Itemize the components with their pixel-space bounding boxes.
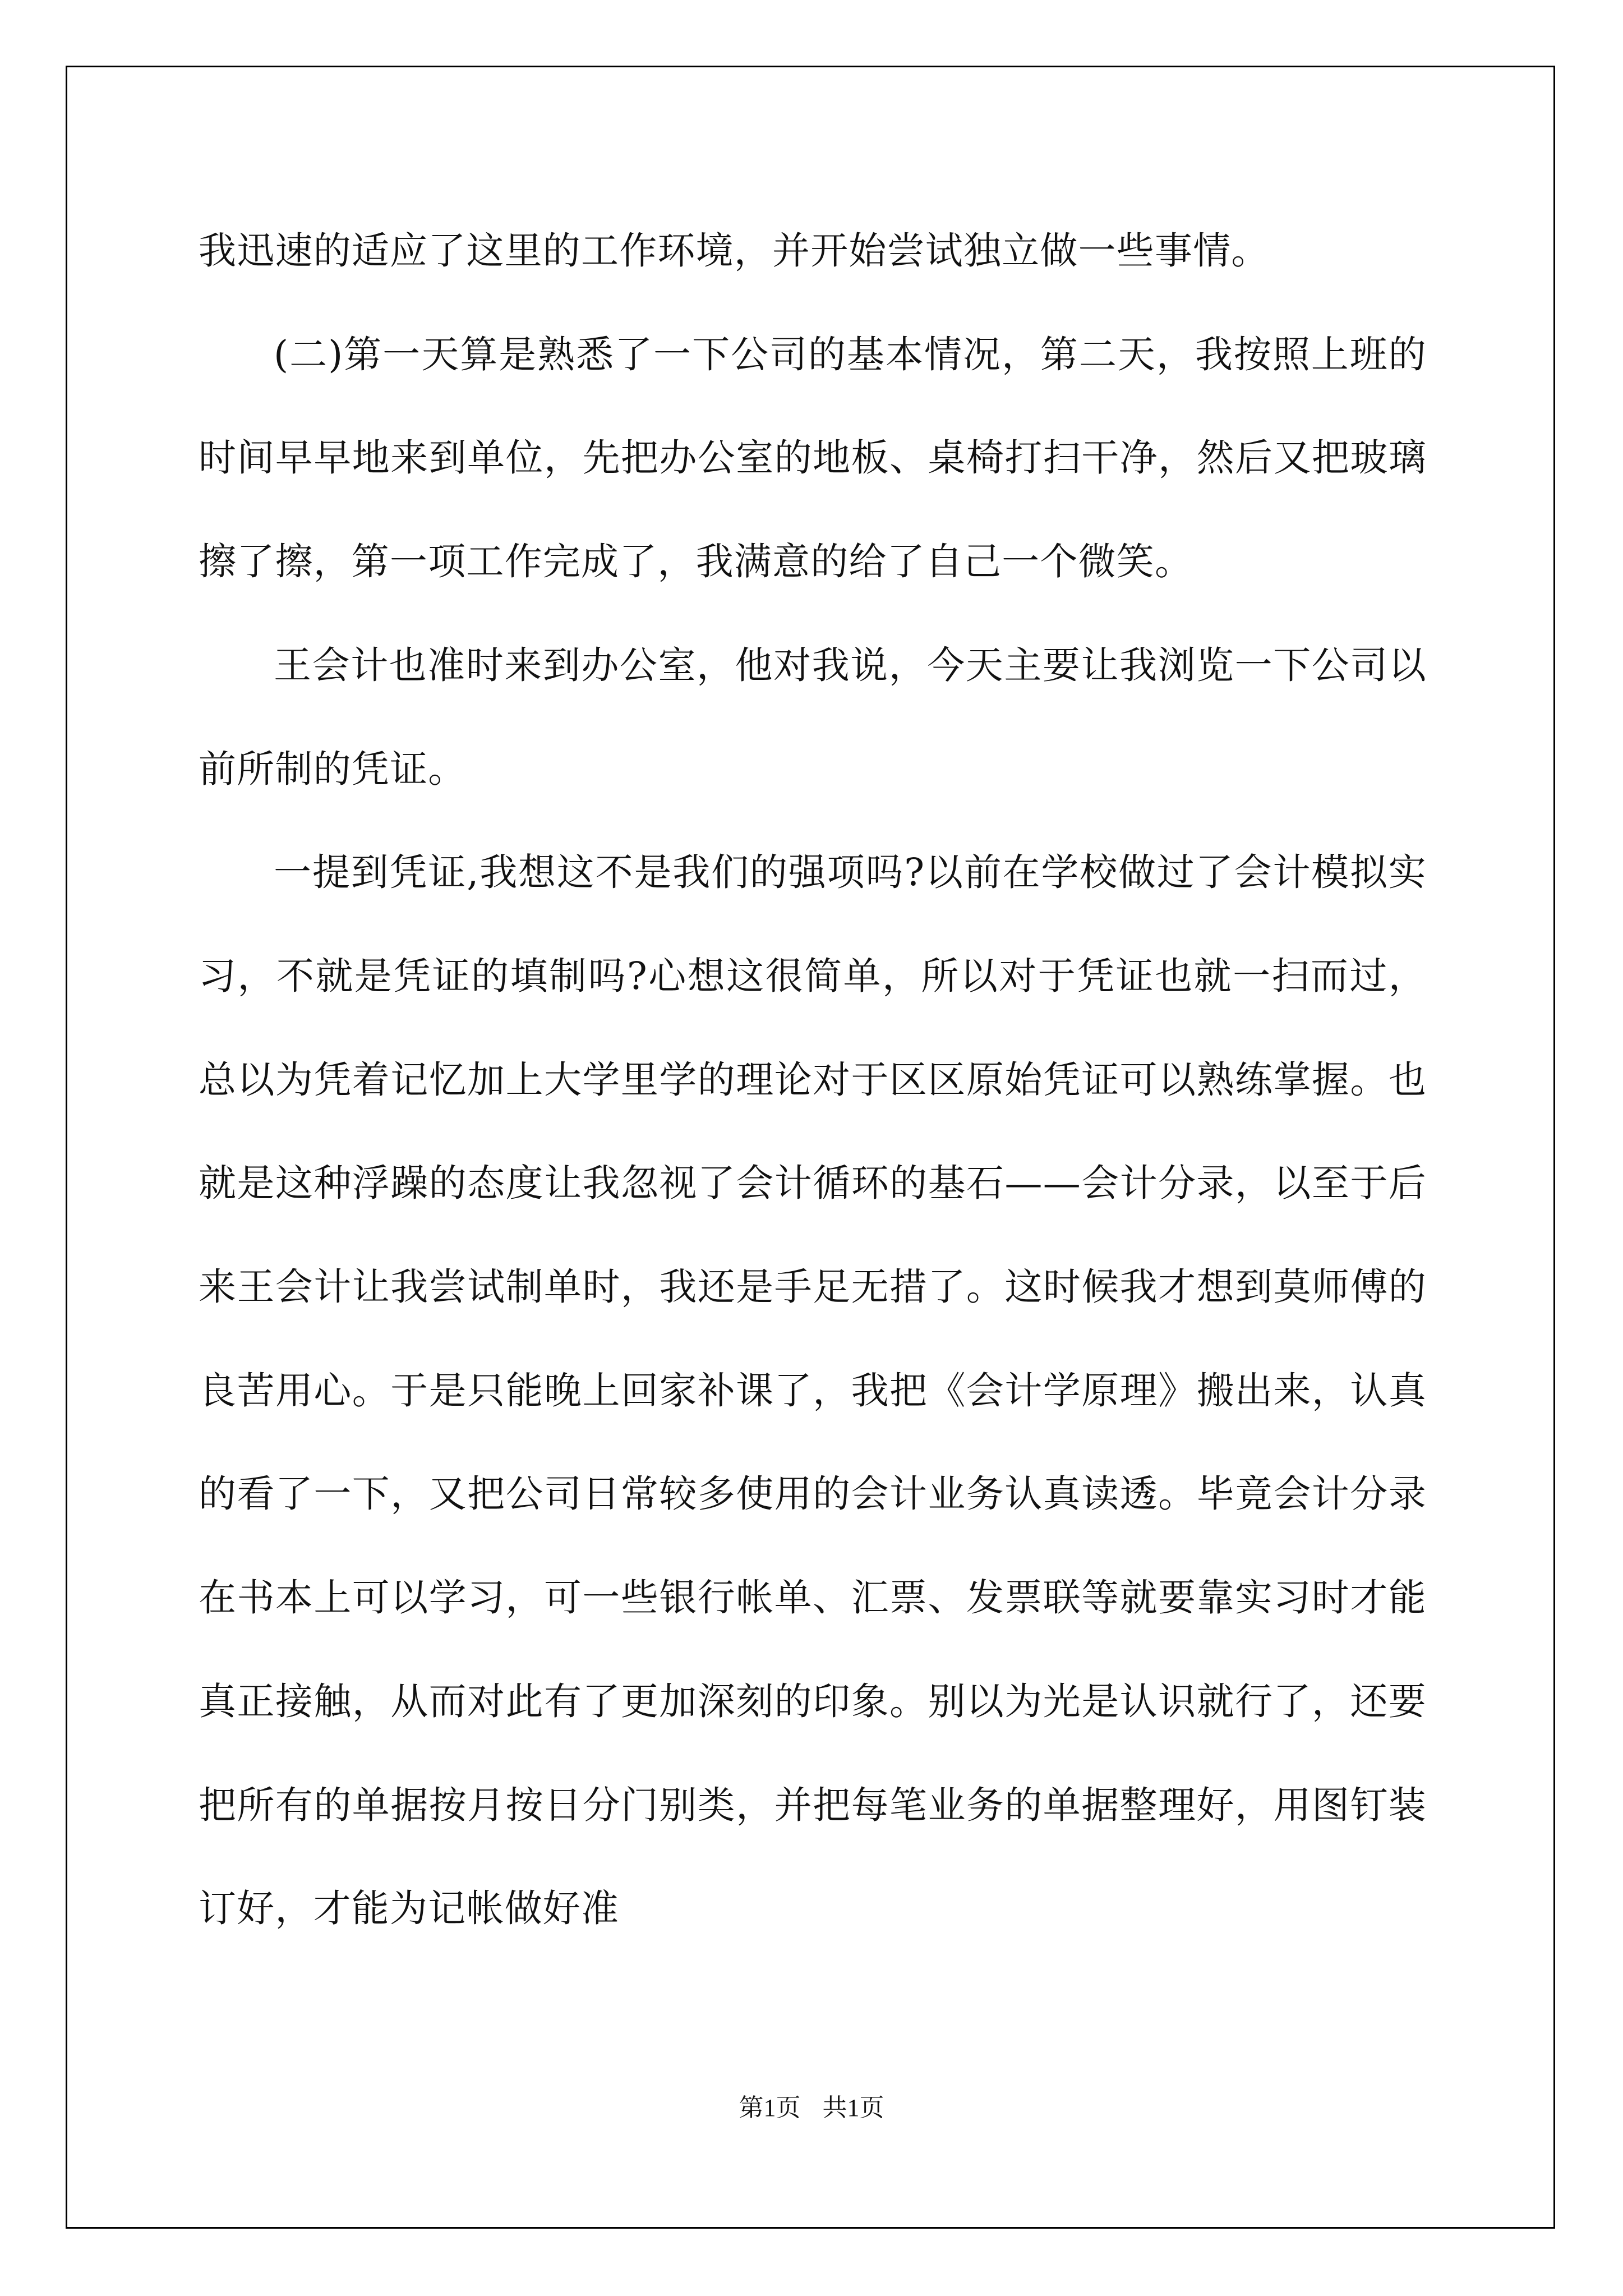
- page-total: 共1页: [822, 2094, 884, 2122]
- paragraph: (二)第一天算是熟悉了一下公司的基本情况，第二天，我按照上班的时间早早地来到单位，先把办公室的地板、桌椅打扫干净，然后又把玻璃擦了擦，第一项工作完成了，我满意的给了自己一个微笑。: [199, 332, 1427, 584]
- paragraph: 我迅速的适应了这里的工作环境，并开始尝试独立做一些事情。: [199, 229, 1270, 273]
- document-body: [199, 199, 1427, 1961]
- paragraph: 王会计也准时来到办公室，他对我说，今天主要让我浏览一下公司以前所制的凭证。: [199, 643, 1427, 791]
- page-footer: [0, 2091, 1623, 2125]
- page-number: 第1页: [739, 2094, 801, 2122]
- paragraph: 一提到凭证,我想这不是我们的强项吗?以前在学校做过了会计模拟实习，不就是凭证的填制吗?心想这很简单，所以对于凭证也就一扫而过，总以为凭着记忆加上大学里学的理论对于区区原始凭证可以熟练掌握。也就是这种浮躁的态度让我忽视了会计循环的基石——会计分录，以至于后来王会计让我尝试制单时，我还是手足无措了。这时候我才想到莫师傅的良苦用心。于是只能晚上回家补课了，我把《会计学原理》搬出来，认真的看了一下，又把公司日常较多使用的会计业务认真读透。毕竟会计分录在书本上可以学习，可一些银行帐单、汇票、发票联等就要靠实习时才能真正接触，从而对此有了更加深刻的印象。别以为光是认识就行了，还要把所有的单据按月按日分门别类，并把每笔业务的单据整理好，用图钉装订好，才能为记帐做好准: [199, 850, 1427, 1931]
